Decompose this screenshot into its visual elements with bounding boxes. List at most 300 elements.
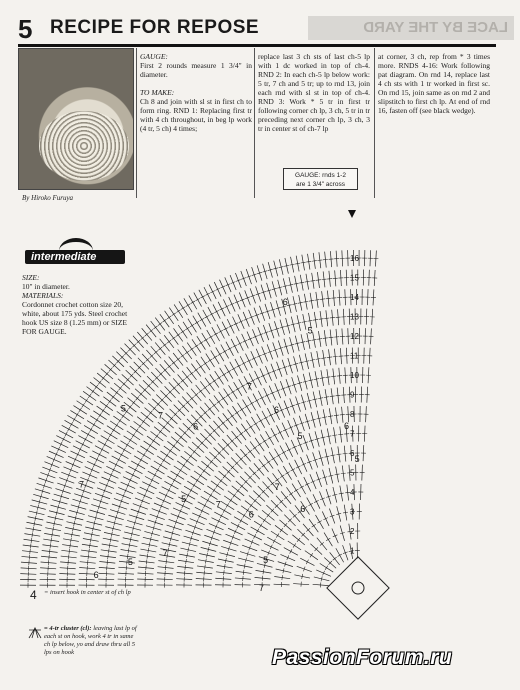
stitch-bar — [309, 300, 314, 301]
stitch-bar — [129, 438, 132, 442]
motif-number: 6 — [282, 297, 288, 308]
stitch-bar — [194, 369, 198, 372]
stitch-bar — [243, 513, 246, 517]
stitch-bar — [154, 473, 156, 477]
stitch-bar — [271, 457, 275, 460]
stitch-bar — [70, 422, 72, 426]
stitch-bar — [137, 463, 139, 467]
motif-number: 6 — [193, 421, 199, 432]
stitch-bar — [224, 570, 225, 575]
stitch-bar — [149, 329, 153, 332]
stitch-bar — [310, 553, 313, 557]
stitch-bar — [223, 508, 226, 512]
stitch-bar — [132, 433, 135, 437]
stitch-bar — [172, 313, 176, 316]
stitch-bar — [101, 447, 103, 451]
stitch-bar — [85, 398, 88, 402]
stitch-bar — [275, 478, 279, 481]
gauge-box-line2: are 1 3/4" across — [296, 181, 345, 188]
stitch-bar — [156, 468, 159, 472]
stitch-bar — [120, 453, 122, 457]
stitch-bar — [93, 423, 96, 427]
stitch-bar — [232, 368, 236, 370]
stitch-bar — [236, 388, 240, 391]
stitch-bar — [195, 321, 199, 324]
stitch-bar — [308, 503, 312, 505]
stitch-bar — [176, 310, 180, 313]
stitch-bar — [115, 423, 118, 427]
stitch-bar — [102, 409, 105, 413]
stitch-bar — [196, 298, 200, 300]
round-number: 1 — [350, 546, 355, 556]
stitch-bar — [194, 345, 198, 348]
stitch-bar — [76, 413, 79, 417]
stitch-bar — [306, 261, 311, 262]
stitch-bar — [199, 474, 202, 478]
stitch-bar — [231, 391, 235, 394]
motif-number: 5 — [297, 431, 303, 442]
stitch-bar — [324, 318, 329, 319]
stitch-bar — [338, 434, 343, 435]
round-number: 14 — [350, 293, 359, 302]
stitch-bar — [98, 452, 100, 456]
stitch-bar — [239, 432, 243, 435]
stitch-bar — [263, 569, 264, 574]
stitch-bar — [69, 549, 70, 554]
gauge-label: GAUGE: — [140, 52, 168, 61]
stitch-bar — [227, 348, 231, 350]
col2-text: replace last 3 ch sts of last ch-5 lp with 1 dc worked in top of ch-4. RND 2: In each ch-5 lp below work: 5 tr, 7 ch and 5 tr; up to rnd 13, join each rnd with sl st in top of ch-4. RND 3: Work * 5 tr in first tr following corner ch lp, 3 ch, 5 tr in tr preceding next corner ch lp, 3 ch, 3 tr in center st of ch-7 lp — [258, 52, 370, 133]
stitch-bar — [190, 372, 194, 375]
stitch-bar — [181, 354, 185, 357]
to-make-label: TO MAKE: — [140, 88, 175, 97]
motif-number: 6 — [248, 509, 254, 520]
round-number: 8 — [350, 410, 355, 419]
stitch-bar — [172, 444, 175, 448]
stitch-bar — [313, 319, 318, 320]
stitch-bar — [191, 301, 195, 304]
stitch-bar — [88, 554, 89, 559]
stitch-bar — [290, 549, 292, 553]
stitch-bar — [291, 469, 295, 471]
stitch-bar — [165, 565, 166, 570]
stitch-bar — [95, 385, 98, 389]
stitch-bar — [199, 342, 203, 345]
stitch-bar — [30, 544, 31, 549]
stitch-bar — [82, 403, 85, 407]
stitch-bar — [84, 437, 86, 441]
stitch-bar — [109, 433, 112, 437]
stitch-bar — [89, 543, 90, 548]
stitch-bar — [334, 415, 339, 416]
stitch-bar — [209, 493, 212, 497]
stitch-bar — [213, 488, 216, 492]
stitch-bar — [200, 296, 204, 298]
round-number: 3 — [350, 507, 355, 517]
stitch-bar — [82, 442, 84, 446]
stitch-bar — [152, 439, 155, 443]
stitch-bar — [212, 380, 216, 383]
stitch-bar — [280, 528, 283, 532]
stitch-bar — [186, 304, 190, 307]
stitch-bar — [317, 521, 321, 524]
stitch-bar — [315, 300, 320, 301]
gauge-text: First 2 rounds measure 1 3/4" in diameter. — [140, 61, 252, 79]
stitch-bar — [276, 454, 280, 457]
stitch-bar — [151, 478, 153, 482]
stitch-bar — [240, 519, 242, 523]
motif-number: 5 — [307, 325, 313, 336]
round-number: 2 — [350, 527, 355, 536]
stitch-bar — [108, 554, 109, 559]
stitch-bar — [284, 496, 288, 499]
round-number: 7 — [350, 429, 355, 439]
stitch-bar — [146, 559, 147, 564]
stitch-bar — [158, 322, 162, 325]
stitch-bar — [185, 375, 189, 378]
stitch-bar — [219, 479, 222, 483]
stitch-bar — [189, 454, 192, 458]
stitch-bar — [68, 554, 69, 559]
stitch-bar — [282, 451, 286, 453]
stitch-bar — [71, 538, 72, 543]
stitch-bar — [262, 464, 266, 467]
motif-number: 7 — [274, 481, 280, 492]
stitch-bar — [50, 543, 51, 548]
stitch-bar — [204, 503, 206, 507]
stitch-bar — [122, 414, 125, 418]
stitch-bar — [333, 557, 337, 560]
round-number: 13 — [350, 312, 359, 322]
size-text: 10" in diameter. — [22, 282, 70, 291]
stitch-bar — [254, 422, 258, 425]
motif-number: 5 — [127, 556, 133, 567]
stitch-bar — [123, 448, 126, 452]
stitch-bar — [190, 348, 194, 351]
stitch-bar — [226, 418, 230, 421]
stitch-bar — [217, 400, 221, 403]
stitch-bar — [301, 262, 306, 263]
stitch-bar — [106, 438, 109, 442]
stitch-bar — [202, 469, 205, 473]
stitch-bar — [181, 330, 185, 333]
materials-label: MATERIALS: — [22, 291, 64, 300]
stitch-bar — [209, 336, 213, 339]
stitch-bar — [203, 386, 207, 389]
stitch-bar — [186, 559, 187, 564]
stitch-bar — [147, 554, 148, 559]
stitch-bar — [128, 548, 129, 553]
stitch-bar — [212, 404, 216, 407]
stitch-bar — [185, 351, 189, 354]
motif-number: 5 — [120, 403, 126, 414]
mirrored-heading: LACE BY THE YARD — [308, 16, 514, 40]
stitch-bar — [31, 538, 32, 543]
stitch-bar — [208, 383, 212, 386]
stitch-bar — [129, 405, 132, 409]
stitch-bar — [255, 399, 259, 401]
stitch-bar — [227, 370, 231, 373]
stitch-bar — [306, 560, 308, 564]
stitch-bar — [145, 415, 148, 419]
stitch-bar — [245, 405, 249, 408]
stitch-bar — [99, 413, 102, 417]
stitch-bar — [176, 440, 179, 444]
stitch-bar — [214, 310, 218, 312]
stitch-bar — [319, 319, 324, 320]
round-number: 4 — [350, 488, 355, 497]
stitch-bar — [240, 408, 244, 411]
round-number: 5 — [350, 468, 355, 478]
stitch-bar — [163, 344, 167, 347]
stitch-bar — [166, 453, 169, 457]
stitch-bar — [185, 327, 189, 330]
stitch-bar — [155, 434, 158, 438]
materials-text: Cordonnet crochet cotton size 20, white, about 175 yds. Steel crochet hook US size 8 (1.25 mm) or SIZE FOR GAUGE. — [22, 300, 128, 336]
stitch-bar — [205, 316, 209, 318]
stitch-bar — [32, 532, 33, 537]
stitch-bar — [205, 565, 206, 570]
stitch-bar — [233, 345, 237, 347]
stitch-bar — [250, 503, 253, 507]
stitch-bar — [87, 432, 89, 436]
legend-symbol-1: 4 — [30, 588, 37, 602]
pattern-number: 5 — [18, 14, 33, 44]
stitch-bar — [343, 512, 348, 513]
stitch-bar — [280, 475, 284, 478]
round-number: 6 — [350, 449, 355, 458]
stitch-bar — [79, 408, 82, 412]
stitch-bar — [90, 427, 93, 431]
stitch-bar — [166, 559, 167, 564]
motif-number: 7 — [78, 479, 84, 490]
stitch-bar — [30, 549, 31, 554]
round-number: 16 — [350, 254, 359, 263]
stitch-bar — [206, 464, 209, 468]
stitch-bar — [91, 389, 94, 393]
stitch-bar — [322, 279, 327, 280]
stitch-bar — [107, 560, 108, 565]
stitch-bar — [65, 432, 67, 436]
stitch-bar — [214, 333, 218, 335]
stitch-bar — [218, 330, 222, 332]
stitch-bar — [179, 468, 182, 472]
stitch-bar — [237, 365, 241, 367]
legend-desc-1: = insert hook in center st of ch lp — [44, 589, 131, 596]
stitch-bar — [218, 353, 222, 356]
stitch-bar — [259, 420, 263, 423]
motif-number: 6 — [300, 504, 306, 515]
stitch-bar — [206, 498, 209, 502]
stitch-bar — [70, 543, 71, 548]
gauge-box-line1: GAUGE: rnds 1-2 — [295, 172, 346, 179]
stitch-bar — [267, 437, 271, 440]
stitch-bar — [118, 457, 120, 461]
stitch-bar — [327, 357, 332, 358]
motif-number: 6 — [274, 405, 280, 416]
stitch-bar — [235, 411, 239, 414]
stitch-bar — [312, 524, 316, 527]
motif-number: 6 — [343, 421, 350, 432]
stitch-bar — [115, 391, 118, 395]
stitch-bar — [140, 458, 143, 462]
stitch-bar — [269, 414, 273, 416]
pattern-title: RECIPE FOR REPOSE — [50, 17, 260, 38]
stitch-bar — [297, 538, 300, 542]
stitch-bar — [159, 463, 162, 467]
stitch-bar — [181, 307, 185, 310]
stitch-bar — [62, 437, 64, 441]
stitch-bar — [260, 523, 263, 527]
stitch-bar — [200, 318, 204, 321]
stitch-bar — [260, 397, 264, 399]
stitch-bar — [278, 431, 282, 433]
motif-number: 7 — [162, 548, 168, 559]
stitch-bar — [118, 419, 121, 423]
stitch-bar — [249, 426, 253, 429]
stitch-bar — [241, 385, 245, 387]
stitch-bar — [253, 446, 257, 449]
stitch-bar — [289, 492, 293, 495]
stitch-bar — [220, 514, 222, 518]
stitch-bar — [163, 319, 167, 322]
stitch-bar — [96, 418, 99, 422]
stitch-bar — [338, 554, 342, 556]
stitch-bar — [134, 468, 136, 472]
stitch-bar — [229, 498, 232, 502]
stitch-bar — [316, 280, 321, 281]
stitch-bar — [89, 549, 90, 554]
stitch-bar — [330, 396, 335, 397]
motif-number: 5 — [263, 555, 269, 566]
stitch-bar — [317, 339, 322, 340]
stitch-bar — [52, 532, 53, 537]
stitch-bar — [169, 449, 172, 453]
stitch-bar — [264, 417, 268, 419]
motif-number: 5 — [181, 493, 187, 504]
stitch-bar — [256, 529, 258, 533]
stitch-bar — [324, 397, 329, 398]
cluster-symbol-icon — [28, 627, 42, 639]
motif-number: 7 — [215, 499, 221, 510]
stitch-bar — [217, 376, 221, 379]
stitch-bar — [258, 443, 262, 446]
stitch-bar — [51, 538, 52, 543]
stitch-bar — [325, 566, 328, 570]
stitch-bar — [190, 324, 194, 327]
fasten-off-marker — [348, 210, 356, 218]
stitch-bar — [326, 538, 330, 541]
stitch-bar — [310, 280, 315, 281]
stitch-bar — [320, 378, 325, 379]
stitch-bar — [170, 483, 172, 487]
stitch-bar — [196, 478, 199, 482]
stitch-bar — [109, 543, 110, 548]
motif-number: 7 — [246, 381, 252, 392]
stitch-bar — [173, 478, 176, 482]
stitch-bar — [285, 472, 289, 475]
stitch-bar — [142, 420, 145, 424]
stitch-bar — [236, 489, 239, 493]
stitch-bar — [237, 524, 239, 528]
stitch-bar — [182, 463, 185, 467]
byline: By Hiroko Furuya — [22, 194, 74, 202]
stitch-bar — [105, 404, 108, 408]
stitch-bar — [203, 362, 207, 365]
stitch-bar — [115, 463, 117, 467]
stitch-bar — [293, 543, 296, 547]
diagram-group — [20, 210, 389, 619]
round-number: 15 — [350, 273, 359, 283]
size-label: SIZE: — [22, 273, 40, 282]
stitch-bar — [187, 493, 189, 497]
legend-item-2 — [44, 625, 140, 657]
stitch-bar — [244, 429, 248, 432]
stitch-bar — [98, 381, 101, 385]
stitch-bar — [262, 440, 266, 443]
stitch-bar — [104, 442, 106, 446]
stitch-bar — [186, 459, 189, 463]
stitch-bar — [248, 450, 252, 453]
round-number: 9 — [350, 390, 355, 400]
stitch-bar — [250, 402, 254, 404]
stitch-bar — [68, 427, 70, 431]
stitch-bar — [332, 435, 337, 436]
stitch-bar — [223, 350, 227, 352]
stitch-bar — [328, 416, 333, 417]
stitch-bar — [167, 316, 171, 319]
stitch-bar — [316, 359, 321, 360]
stitch-bar — [213, 356, 217, 359]
stitch-bar — [230, 415, 234, 418]
stitch-bar — [204, 339, 208, 342]
watermark: PassionForum.ru — [272, 646, 453, 669]
stitch-bar — [112, 428, 115, 432]
stitch-bar — [282, 575, 283, 580]
stitch-bar — [305, 281, 310, 282]
stitch-bar — [209, 313, 213, 315]
round-number: 12 — [350, 332, 359, 341]
stitch-bar — [223, 328, 227, 330]
stitch-bar — [323, 338, 328, 339]
stitch-bar — [176, 333, 180, 336]
stitch-bar — [112, 395, 115, 399]
stitch-bar — [337, 454, 342, 455]
stitch-bar — [276, 533, 279, 537]
stitch-bar — [126, 443, 129, 447]
stitch-bar — [222, 373, 226, 376]
stitch-bar — [108, 548, 109, 553]
badge-label: intermediate — [31, 251, 97, 263]
stitch-bar — [88, 394, 91, 398]
stitch-bar — [108, 399, 111, 403]
motif-number: 5 — [354, 453, 360, 464]
legend-desc-2: leaving last lp of each st on hook, work 4 tr in same ch lp below, yo and draw thru all 5 lps on hook — [44, 625, 137, 656]
stitch-bar — [321, 358, 326, 359]
stitch-bar — [243, 570, 244, 575]
stitch-bar — [226, 394, 230, 397]
stitch-bar — [159, 430, 162, 434]
stitch-bar — [216, 484, 219, 488]
stitch-bar — [132, 473, 134, 477]
stitch-bar — [193, 483, 196, 487]
stitch-bar — [185, 565, 186, 570]
stitch-bar — [326, 298, 331, 299]
round-number: 11 — [350, 351, 359, 361]
center-ring — [352, 582, 364, 594]
stitch-bar — [263, 518, 266, 522]
center-motif — [327, 557, 389, 619]
